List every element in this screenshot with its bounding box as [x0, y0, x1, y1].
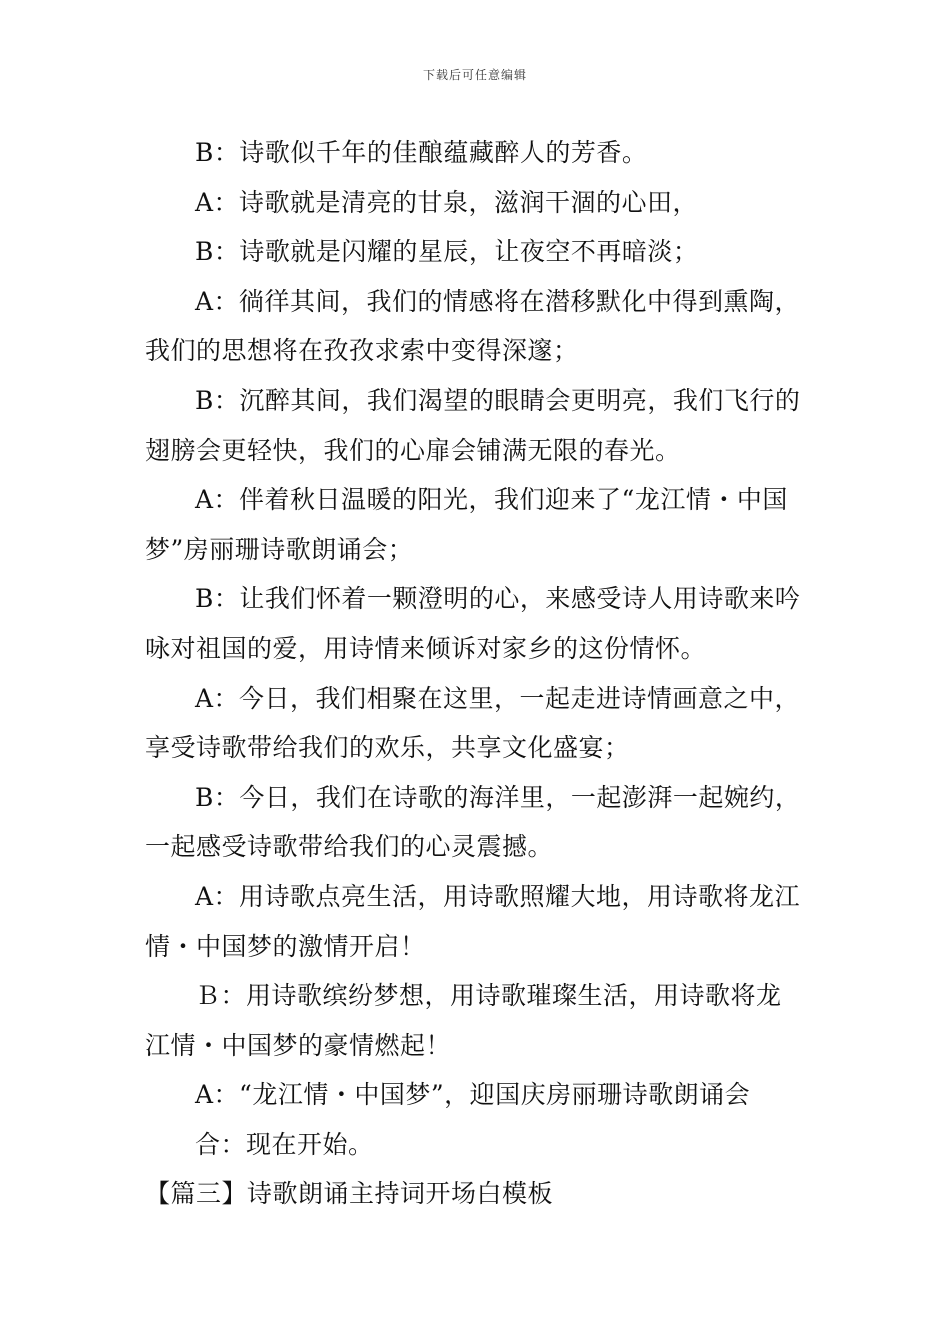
paragraph-line: A：伴着秋日温暖的阳光，我们迎来了“龙江情・中国: [195, 485, 788, 515]
paragraph-line: 情・中国梦的激情开启！: [145, 931, 426, 961]
paragraph-line: A：用诗歌点亮生活，用诗歌照耀大地，用诗歌将龙江: [195, 881, 801, 911]
document-body: [145, 128, 825, 1219]
paragraph-line: B：诗歌似千年的佳酿蕴藏醉人的芳香。: [195, 138, 648, 167]
paragraph-line: Ｂ：用诗歌缤纷梦想，用诗歌璀璨生活，用诗歌将龙: [195, 981, 782, 1011]
paragraph-line: B：让我们怀着一颗澄明的心，来感受诗人用诗歌来吟: [195, 584, 801, 614]
dialogue-paragraph: [145, 574, 825, 673]
paragraph-line: A：今日，我们相聚在这里，一起走进诗情画意之中，: [195, 683, 801, 713]
dialogue-paragraph: [145, 277, 825, 376]
paragraph-line: B：今日，我们在诗歌的海洋里，一起澎湃一起婉约，: [195, 782, 801, 812]
paragraph-line: 合：现在开始。: [195, 1129, 374, 1159]
dialogue-paragraph: [145, 376, 825, 475]
dialogue-paragraph: [145, 1120, 825, 1170]
paragraph-line: B：沉醉其间，我们渴望的眼睛会更明亮，我们飞行的: [195, 385, 801, 415]
paragraph-line: 江情・中国梦的豪情燃起！: [145, 1030, 452, 1060]
paragraph-line: B：诗歌就是闪耀的星辰，让夜空不再暗淡；: [195, 237, 699, 267]
section-heading: 【篇三】诗歌朗诵主持词开场白模板: [145, 1179, 554, 1209]
paragraph-line: A：徜徉其间，我们的情感将在潜移默化中得到熏陶，: [195, 286, 801, 316]
dialogue-paragraph: [145, 674, 825, 773]
paragraph-line: 翅膀会更轻快，我们的心扉会铺满无限的春光。: [145, 435, 681, 465]
dialogue-paragraph: [145, 773, 825, 872]
dialogue-paragraph: [145, 1070, 825, 1120]
dialogue-paragraph: [145, 971, 825, 1070]
paragraph-line: 咏对祖国的爱，用诗情来倾诉对家乡的这份情怀。: [145, 633, 707, 663]
paragraph-line: 我们的思想将在孜孜求索中变得深邃；: [145, 336, 579, 366]
dialogue-paragraph: [145, 227, 825, 277]
paragraph-line: A：诗歌就是清亮的甘泉，滋润干涸的心田，: [195, 187, 699, 217]
dialogue-paragraph: [145, 475, 825, 574]
dialogue-paragraph: [145, 178, 825, 228]
dialogue-paragraph: [145, 872, 825, 971]
paragraph-line: A：“龙江情・中国梦”，迎国庆房丽珊诗歌朗诵会: [195, 1080, 751, 1110]
paragraph-line: 梦”房丽珊诗歌朗诵会；: [145, 534, 414, 564]
dialogue-paragraph: [145, 128, 825, 178]
paragraph-line: 享受诗歌带给我们的欢乐，共享文化盛宴；: [145, 733, 630, 763]
paragraph-line: 一起感受诗歌带给我们的心灵震撼。: [145, 832, 554, 862]
page-header: 下载后可任意编辑: [422, 68, 527, 82]
